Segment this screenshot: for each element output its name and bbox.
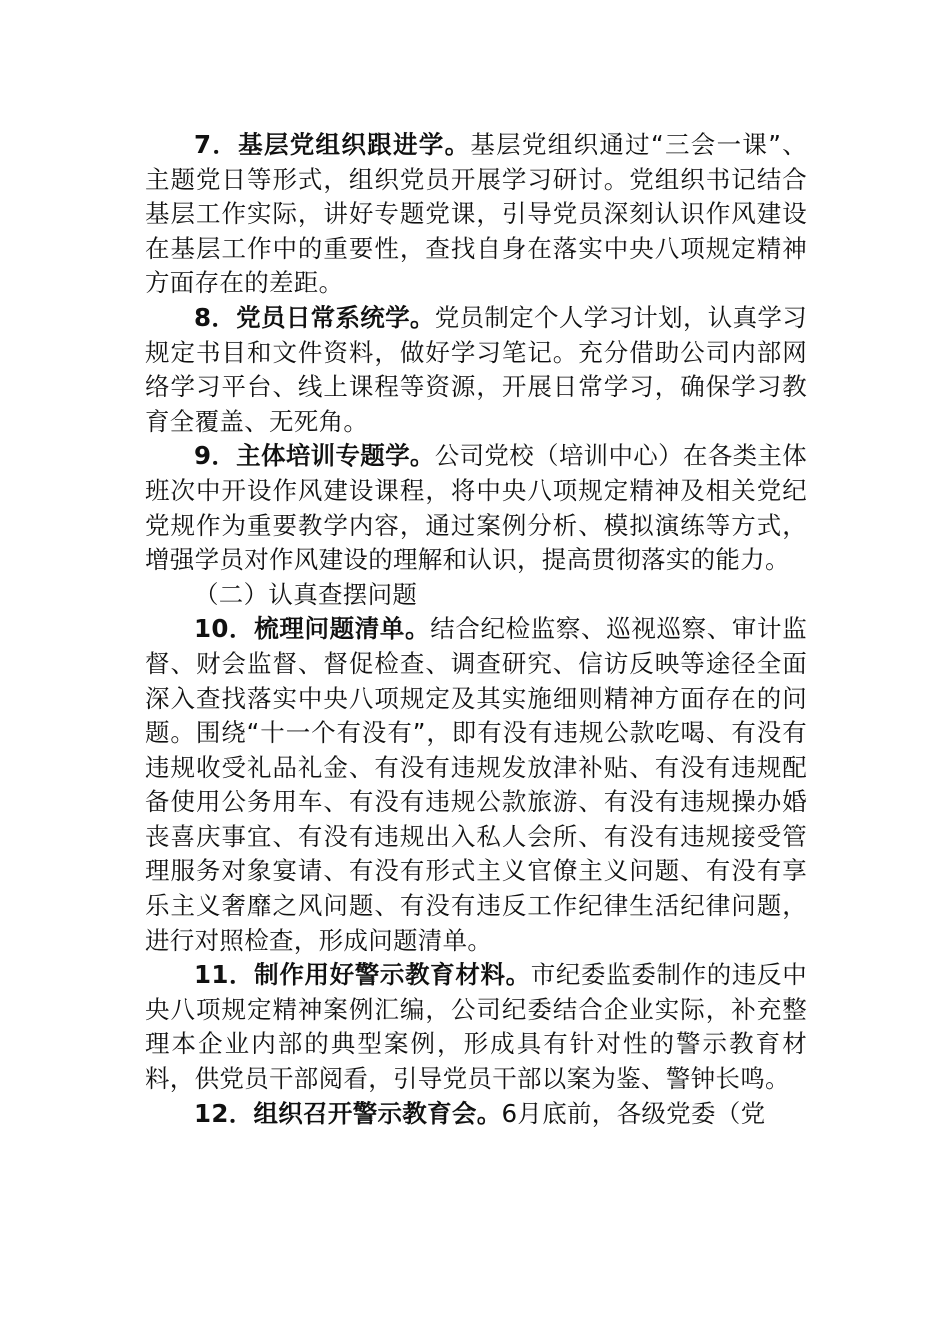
paragraph-10-lead: 10．梳理问题清单。 (194, 614, 431, 644)
paragraph-9-body: 公司党校（培训中心）在各类主体班次中开设作风建设课程，将中央八项规定精神及相关党纪党规作为重要教学内容，通过案例分析、模拟演练等方式，增强学员对作风建设的理解和认识，提高贯彻落实的能力。 (145, 441, 808, 575)
paragraph-9-lead: 9．主体培训专题学。 (194, 441, 435, 471)
section-heading: （二）认真查摆问题 (194, 579, 418, 609)
paragraph-8-body: 党员制定个人学习计划，认真学习规定书目和文件资料，做好学习笔记。充分借助公司内部网络学习平台、线上课程等资源，开展日常学习，确保学习教育全覆盖、无死角。 (145, 302, 808, 436)
paragraph-12-body: 6月底前，各级党委（党 (501, 1098, 766, 1128)
paragraph-9 (145, 439, 807, 577)
paragraph-10 (145, 612, 807, 958)
paragraph-8-lead: 8．党员日常系统学。 (194, 302, 435, 332)
paragraph-7 (145, 128, 807, 301)
paragraph-8 (145, 301, 807, 439)
paragraph-11 (145, 958, 807, 1096)
paragraph-7-body: 基层党组织通过“三会一课”、主题党日等形式，组织党员开展学习研讨。党组织书记结合基层工作实际，讲好专题党课，引导党员深刻认识作风建设在基层工作中的重要性，查找自身在落实中央八项规定精神方面存在的差距。 (145, 130, 807, 298)
paragraph-12 (145, 1097, 807, 1132)
paragraph-7-lead: 7．基层党组织跟进学。 (194, 130, 471, 159)
paragraph-12-lead: 12．组织召开警示教育会。 (194, 1098, 502, 1128)
paragraph-10-body: 结合纪检监察、巡视巡察、审计监督、财会监督、督促检查、调查研究、信访反映等途径全面深入查找落实中央八项规定及其实施细则精神方面存在的问题。围绕“十一个有没有”，即有没有违规公款吃喝、有没有违规收受礼品礼金、有没有违规发放津补贴、有没有违规配备使用公务用车、有没有违规公款旅游、有没有违规操办婚丧喜庆事宜、有没有违规出入私人会所、有没有违规接受管理服务对象宴请、有没有形式主义官僚主义问题、有没有享乐主义奢靡之风问题、有没有违反工作纪律生活纪律问题，进行对照检查，形成问题清单。 (145, 614, 807, 955)
paragraph-11-body: 市纪委监委制作的违反中央八项规定精神案例汇编，公司纪委结合企业实际，补充整理本企业内部的典型案例，形成具有针对性的警示教育材料，供党员干部阅看，引导党员干部以案为鉴、警钟长鸣。 (145, 960, 807, 1094)
paragraph-11-lead: 11．制作用好警示教育材料。 (194, 960, 531, 990)
document-page (145, 128, 807, 1131)
